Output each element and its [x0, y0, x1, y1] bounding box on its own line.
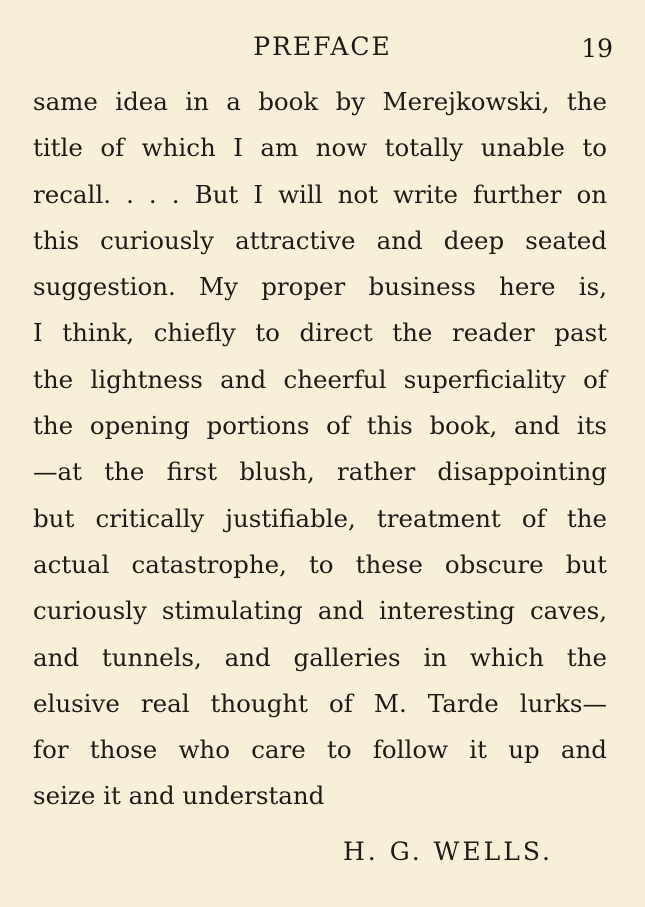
text-line: title of which I am now totally unable to [33, 133, 607, 163]
running-title: PREFACE [253, 32, 392, 61]
author-signature: H. G. WELLS. [343, 837, 553, 866]
text-line: the lightness and cheerful superficiality of [33, 364, 607, 394]
text-line: —at the first blush, rather disappointing [33, 457, 607, 487]
page-number: 19 [581, 34, 613, 63]
text-line: suggestion. My proper business here is, [33, 272, 607, 302]
text-line: the opening portions of this book, and its [33, 411, 607, 441]
body-text [33, 79, 607, 820]
running-head [0, 30, 645, 64]
text-line: same idea in a book by Merejkowski, the [33, 87, 607, 116]
text-line: recall. . . . But I will not write further on [33, 179, 607, 209]
text-line: for those who care to follow it up and [33, 735, 607, 765]
text-line: curiously stimulating and interesting caves, [33, 596, 607, 626]
text-line: this curiously attractive and deep seated [33, 225, 607, 255]
text-line-last: seize it and understand [33, 781, 325, 811]
text-line: and tunnels, and galleries in which the [33, 642, 607, 672]
text-line: elusive real thought of M. Tarde lurks— [33, 688, 607, 718]
text-line: but critically justifiable, treatment of the [33, 503, 607, 533]
text-line: I think, chiefly to direct the reader past [33, 318, 607, 348]
text-line: actual catastrophe, to these obscure but [33, 549, 607, 579]
